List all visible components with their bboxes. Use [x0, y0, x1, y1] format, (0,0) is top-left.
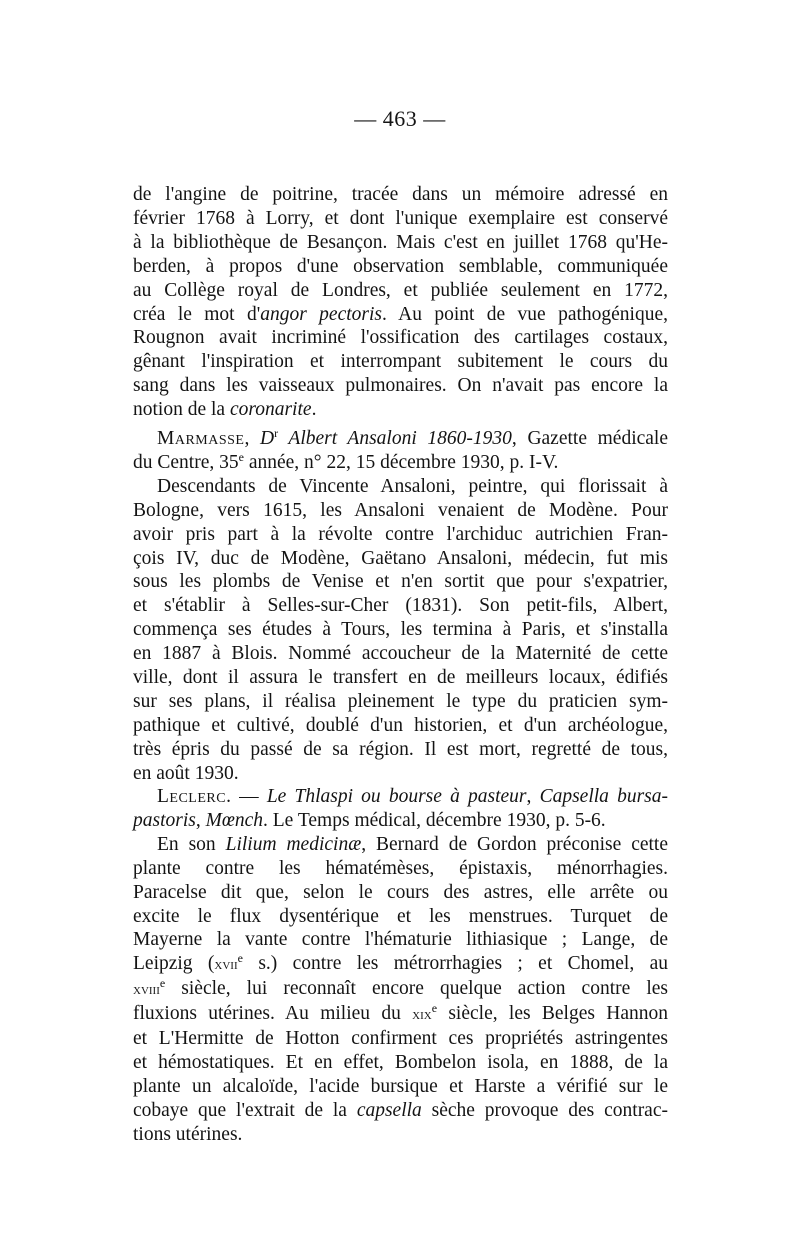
text-line — [133, 1002, 668, 1027]
text-line: ville, dont il assura le transfert en de meilleurs locaux, édifiés — [133, 667, 668, 689]
text-span: créa le mot d' — [133, 303, 261, 325]
italic-term: Lilium medicinæ — [225, 833, 362, 855]
text-line: Rougnon avait incriminé l'ossification des cartilages costaux, — [133, 327, 668, 349]
text-line — [133, 398, 668, 422]
text-span: siècle, lui reconnaît encore quelque action contre les — [165, 978, 668, 1000]
text-line: et s'établir à Selles-sur-Cher (1831). Son petit-fils, Albert, — [133, 595, 668, 617]
text-line: et hémostatiques. Et en effet, Bombelon isola, en 1888, de la — [133, 1051, 668, 1073]
bibliography-entry-marmasse — [133, 427, 668, 786]
text-span: s.) contre les métrorrhagies ; et Chomel, au — [242, 953, 668, 975]
text-line: excite le flux dysentérique et les menstrues. Turquet de — [133, 905, 668, 927]
source-text: du Centre, 35 — [133, 451, 239, 473]
text-line: sur ses plans, il réalisa pleinement le type du praticien sym- — [133, 690, 668, 712]
text-line — [133, 952, 668, 977]
text-line: février 1768 à Lorry, et dont l'unique exemplaire est conservé — [133, 207, 668, 229]
italic-term: angor pectoris — [260, 303, 382, 325]
italic-term: coronarite — [229, 399, 312, 421]
superscript: e — [237, 951, 243, 966]
text-span: cobaye que l'extrait de la — [133, 1099, 357, 1121]
text-line — [133, 303, 668, 327]
paragraph-angina — [133, 183, 668, 422]
text-span: , — [195, 809, 206, 831]
text-span: siècle, les Belges Hannon — [437, 1003, 668, 1025]
article-title: Le Thlaspi ou bourse à pasteur — [266, 786, 527, 807]
text-line: berden, à propos d'une observation semblable, communiquée — [133, 255, 668, 277]
text-line: très épris du passé de sa région. Il est mort, regretté de tous, — [133, 738, 668, 760]
text-line: tions utérines. — [133, 1123, 243, 1145]
text-line: Descendants de Vincente Ansaloni, peintre, qui florissait à — [157, 475, 668, 497]
text-line — [133, 977, 668, 1002]
text-span: , — [244, 428, 261, 449]
citation-line — [133, 809, 668, 833]
author-name: Leclerc — [157, 786, 227, 807]
text-span: fluxions utérines. Au milieu du — [133, 1003, 413, 1025]
text-line: commença ses études à Tours, les termina à Paris, et s'installa — [133, 619, 668, 641]
bibliography-entry-leclerc — [133, 785, 668, 1147]
text-span: . — [311, 399, 317, 421]
citation-line — [133, 427, 668, 451]
text-line: sang dans les vaisseaux pulmonaires. On n'avait pas encore la — [133, 375, 668, 397]
superscript: e — [159, 976, 166, 991]
century-numeral: xviii — [133, 981, 160, 999]
text-line: à la bibliothèque de Besançon. Mais c'est en juillet 1768 qu'He- — [133, 231, 668, 253]
text-line: en 1887 à Blois. Nommé accoucheur de la Maternité de cette — [133, 643, 668, 665]
text-span: . Au point de vue pathogénique, — [382, 303, 668, 325]
page-number: — 463 — — [354, 106, 446, 131]
author-name: Marmasse — [157, 428, 245, 449]
text-line: au Collège royal de Londres, et publiée seulement en 1772, — [133, 279, 668, 301]
source-text: année, n° 22, 15 décembre 1930, p. I-V. — [243, 451, 559, 473]
text-span: , — [526, 786, 540, 807]
text-line: pathique et cultivé, doublé d'un historien, et d'un archéologue, — [133, 714, 668, 736]
text-line — [133, 1099, 668, 1123]
text-span: notion de la — [133, 399, 230, 421]
text-span: . — — [226, 786, 267, 807]
article-title: Mœnch — [205, 809, 264, 831]
text-span: , Bernard de Gordon préconise cette — [361, 833, 668, 855]
article-title: pastoris — [133, 809, 196, 831]
article-title: Capsella bursa- — [539, 786, 668, 807]
superscript: r — [274, 426, 279, 440]
century-numeral: xvii — [214, 956, 238, 974]
text-line — [133, 833, 668, 857]
text-line: Bologne, vers 1615, les Ansaloni venaient de Modène. Pour — [133, 499, 668, 521]
source-text: , Gazette médicale — [511, 428, 668, 449]
text-line: avoir pris part à la révolte contre l'archiduc autrichien Fran- — [133, 523, 668, 545]
text-line: en août 1930. — [133, 762, 239, 784]
article-title: Albert Ansaloni 1860-1930 — [278, 428, 512, 449]
text-line: gênant l'inspiration et interrompant subitement le cours du — [133, 351, 668, 373]
italic-term: capsella — [356, 1099, 422, 1121]
text-line: plante un alcaloïde, l'acide bursique et Harste a vérifié sur le — [133, 1075, 668, 1097]
text-span: Leipzig ( — [133, 953, 215, 975]
superscript: e — [431, 1001, 438, 1016]
citation-line — [133, 451, 668, 475]
citation-line — [133, 785, 668, 809]
text-line: plante contre les hématémèses, épistaxis, ménorrhagies. — [133, 857, 668, 879]
text-line: çois IV, duc de Modène, Gaëtano Ansaloni, médecin, fut mis — [133, 547, 668, 569]
source-text: . Le Temps médical, décembre 1930, p. 5-6. — [263, 809, 606, 831]
title-prefix: D — [260, 428, 275, 449]
text-line: Mayerne la vante contre l'hématurie lithiasique ; Lange, de — [133, 929, 668, 951]
superscript: e — [238, 449, 244, 464]
text-line: et L'Hermitte de Hotton confirment ces propriétés astringentes — [133, 1028, 668, 1050]
text-span: En son — [157, 833, 226, 855]
text-line: sous les plombs de Venise et n'en sortit que pour s'expatrier, — [133, 571, 668, 593]
text-line: Paracelse dit que, selon le cours des astres, elle arrête ou — [133, 881, 668, 903]
text-line: de l'angine de poitrine, tracée dans un mémoire adressé en — [133, 184, 668, 205]
text-span: sèche provoque des contrac- — [421, 1099, 668, 1121]
century-numeral: xix — [412, 1006, 432, 1024]
